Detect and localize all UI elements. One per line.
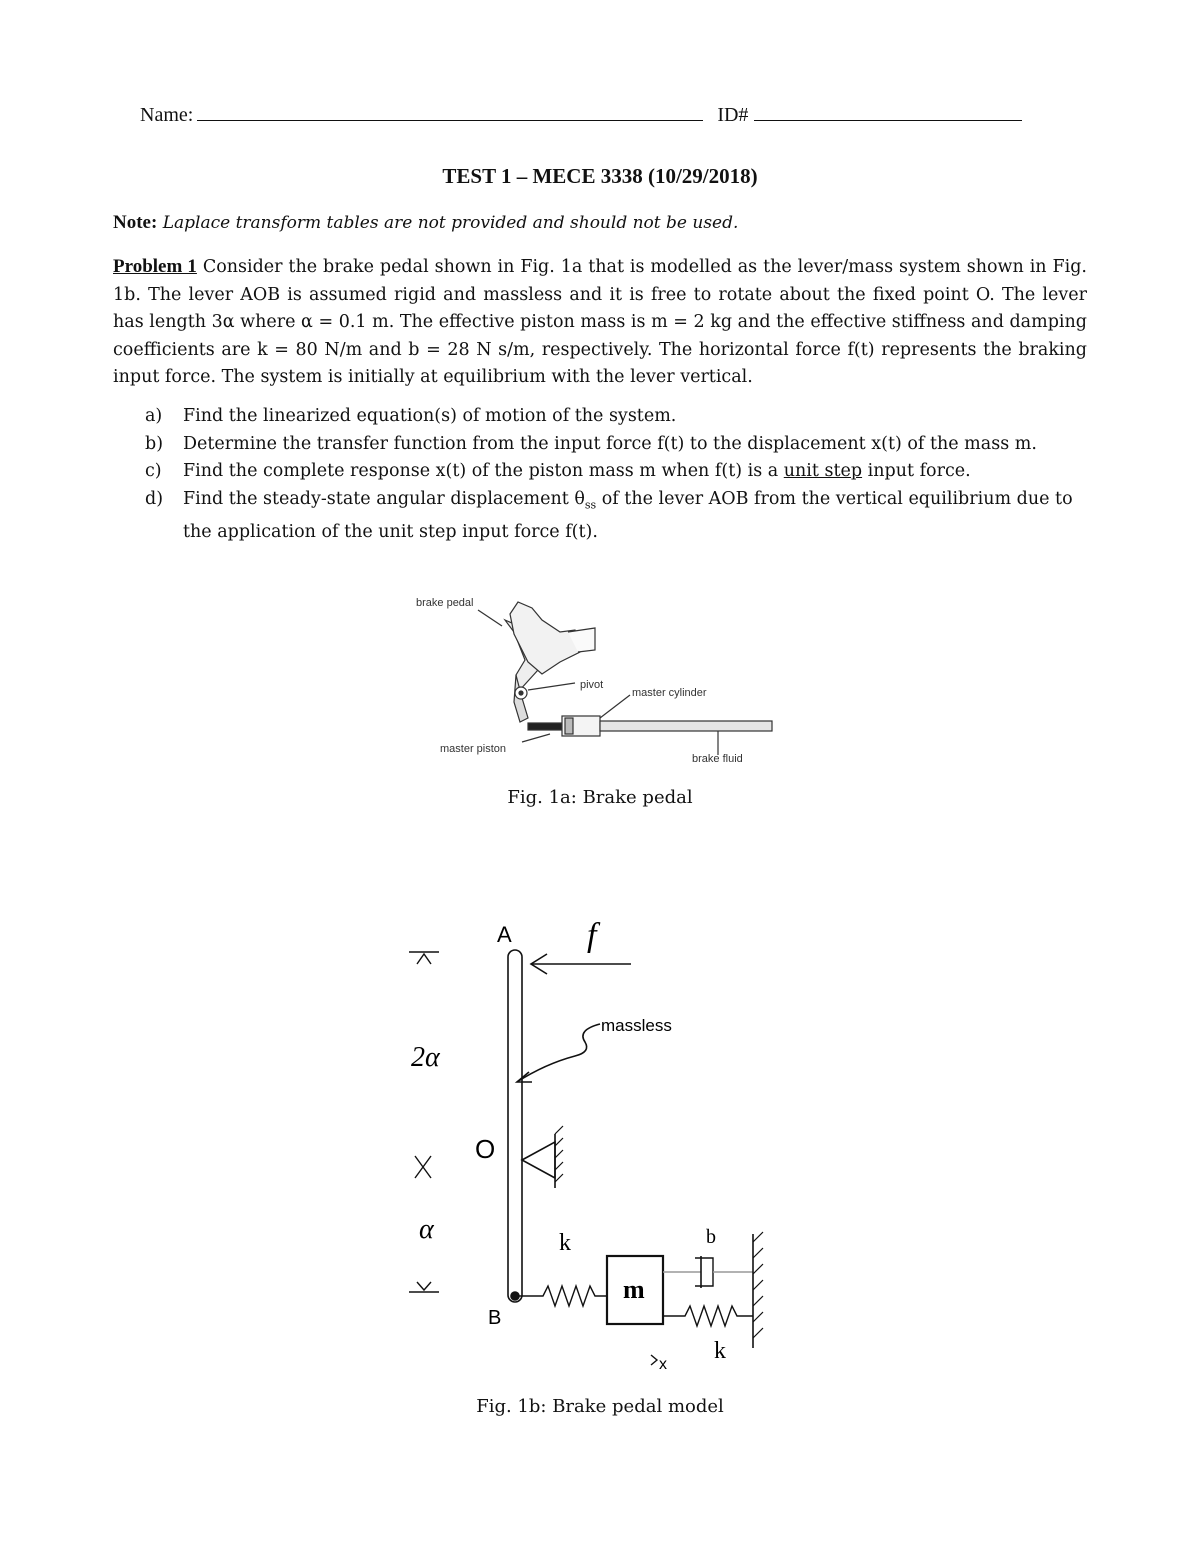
figure-1a-caption: Fig. 1a: Brake pedal [507, 787, 693, 808]
question-a [145, 403, 1090, 431]
note [113, 212, 738, 234]
label-massless: massless [601, 1016, 672, 1035]
brake-pedal-figure [410, 590, 780, 775]
question-letter: b) [145, 433, 164, 454]
label-b: b [706, 1226, 716, 1248]
question-text-underlined: unit step [783, 461, 863, 481]
label-x: x [659, 1356, 667, 1373]
question-list [145, 403, 1090, 546]
label-k-left: k [559, 1230, 571, 1256]
label-a: A [497, 922, 512, 947]
label-force-f: f [587, 917, 597, 954]
label-pivot: pivot [580, 679, 604, 691]
label-o: O [475, 1134, 496, 1164]
label-brake-pedal: brake pedal [416, 597, 474, 609]
label-two-alpha: 2α [411, 1042, 440, 1073]
question-b [145, 431, 1090, 459]
brake-pedal-model-figure [395, 912, 795, 1382]
id-blank [754, 104, 1022, 121]
question-text-post: of the lever AOB from the vertical equilibrium due to the application of the unit step input force f(t). [183, 488, 1073, 542]
problem-statement [113, 253, 1087, 392]
question-text: Determine the transfer function from the input force f(t) to the displacement x(t) of the mass m. [183, 433, 1037, 454]
label-alpha: α [419, 1214, 434, 1245]
page-title: TEST 1 – MECE 3338 (10/29/2018) [442, 164, 758, 188]
figure-1b-caption: Fig. 1b: Brake pedal model [476, 1396, 724, 1417]
label-b-point: B [488, 1307, 502, 1329]
question-d [145, 486, 1090, 547]
problem-text: Consider the brake pedal shown in Fig. 1a that is modelled as the lever/mass system shown in Fig. 1b. The lever AOB is assumed rigid and massless and it is free to rotate about the fixed point O. The lever has length 3α where α = 0.1 m. The effective piston mass is m = 2 kg and the effective stiffness and damping coefficients are k = 80 N/m and b = 28 N s/m, respectively. The horizontal force f(t) represents the braking input force. The system is initially at equilibrium with the lever vertical. [113, 257, 1087, 387]
question-text-pre: Find the steady-state angular displacement θ [183, 488, 585, 509]
question-text-post: input force. [862, 461, 971, 481]
problem-label: Problem 1 [113, 256, 197, 277]
label-mass-m: m [623, 1275, 645, 1304]
question-text: Find the linearized equation(s) of motion of the system. [183, 406, 677, 426]
name-blank [197, 104, 703, 121]
question-text-pre: Find the complete response x(t) of the piston mass m when f(t) is a [183, 461, 784, 481]
question-letter: c) [145, 461, 162, 481]
note-label: Note: [113, 212, 158, 233]
label-k-right: k [714, 1338, 726, 1364]
question-letter: d) [145, 488, 164, 509]
label-master-piston: master piston [440, 743, 507, 755]
note-text: Laplace transform tables are not provided and should not be used. [157, 213, 739, 233]
label-brake-fluid: brake fluid [692, 753, 743, 765]
question-c [145, 458, 1090, 486]
question-subscript: ss [584, 498, 597, 511]
name-id-line [140, 104, 1022, 127]
lever-aob [508, 950, 522, 1302]
name-label: Name: [140, 104, 194, 126]
label-master-cylinder: master cylinder [632, 687, 707, 699]
question-letter: a) [145, 406, 163, 426]
id-label: ID# [717, 104, 749, 126]
